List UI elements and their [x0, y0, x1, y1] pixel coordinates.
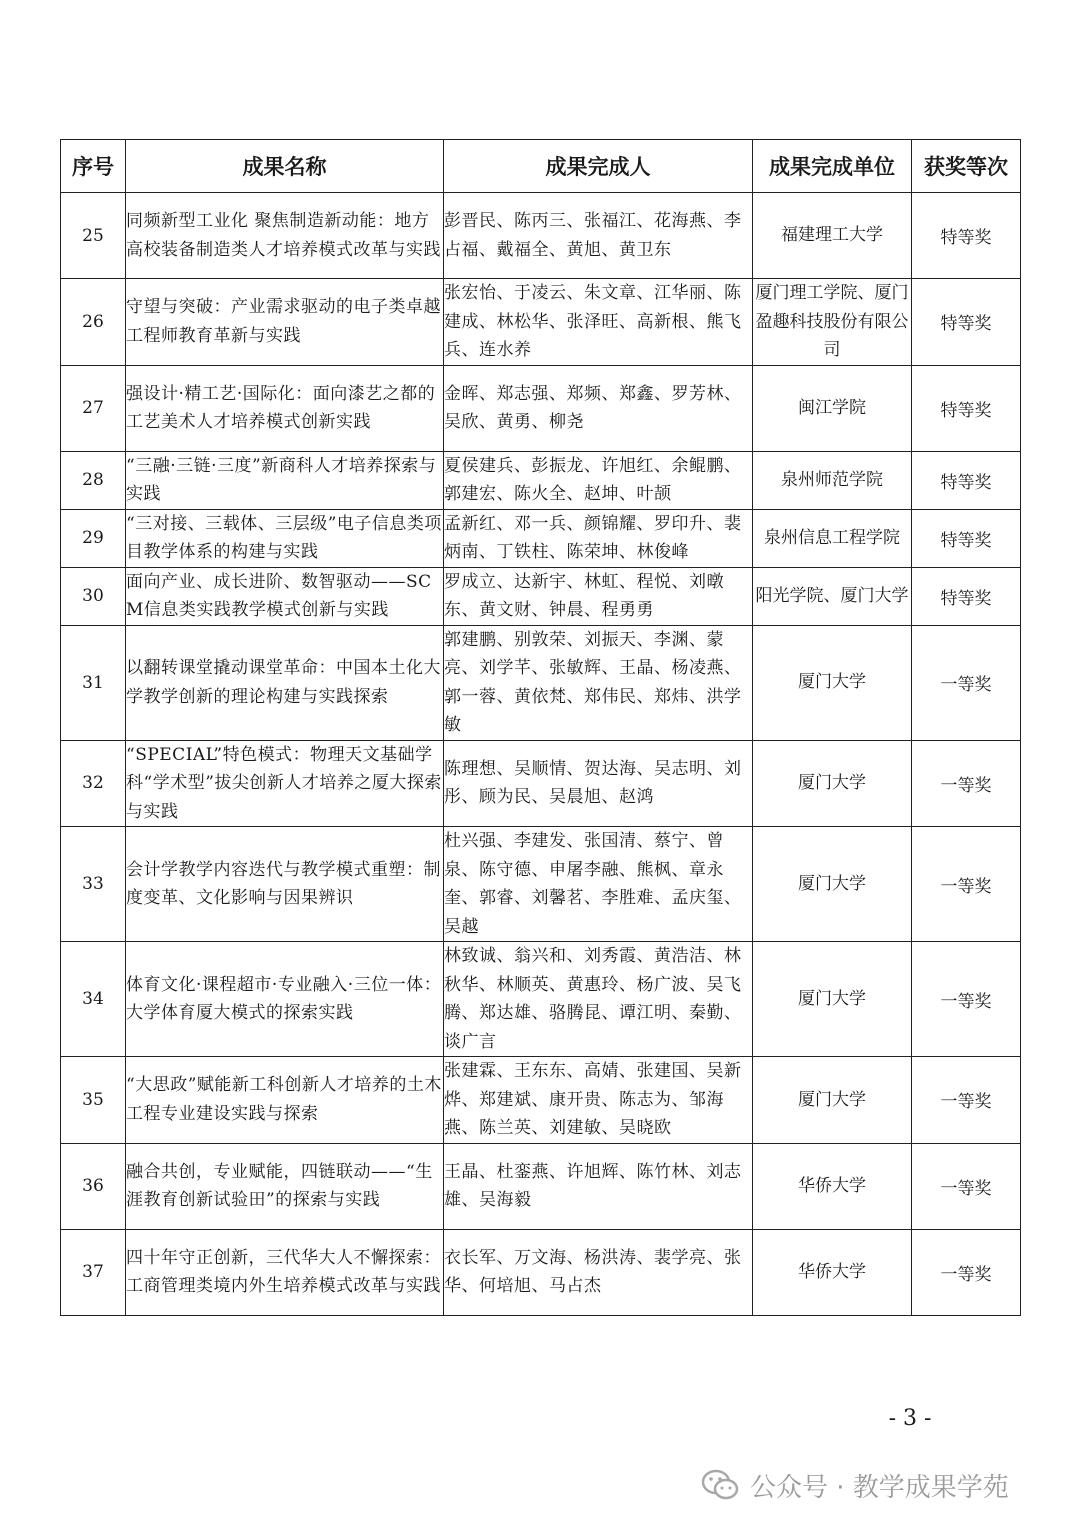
wechat-icon — [700, 1465, 740, 1505]
header-people: 成果完成人 — [444, 140, 753, 193]
achievement-name: “SPECIAL”特色模式：物理天文基础学科“学术型”拔尖创新人才培养之厦大探索与实践 — [126, 740, 444, 827]
header-level: 获奖等次 — [912, 140, 1021, 193]
achievement-unit: 闽江学院 — [753, 365, 912, 451]
achievement-unit: 厦门大学 — [753, 1057, 912, 1144]
table-body — [61, 193, 1021, 1316]
award-level: 特等奖 — [912, 509, 1021, 567]
table-row — [61, 509, 1021, 567]
row-number: 37 — [61, 1229, 126, 1315]
page-number: - 3 - — [888, 1406, 932, 1431]
achievement-name: 会计学教学内容迭代与教学模式重塑：制度变革、文化影响与因果辨识 — [126, 827, 444, 942]
table-row — [61, 193, 1021, 279]
row-number: 31 — [61, 625, 126, 740]
table-row — [61, 451, 1021, 509]
achievement-people: 夏侯建兵、彭振龙、许旭红、余鲲鹏、郭建宏、陈火全、赵坤、叶颉 — [444, 451, 753, 509]
achievement-people: 陈理想、吴顺情、贺达海、吴志明、刘彤、顾为民、吴晨旭、赵鸿 — [444, 740, 753, 827]
row-number: 32 — [61, 740, 126, 827]
achievement-people: 彭晋民、陈丙三、张福江、花海燕、李占福、戴福全、黄旭、黄卫东 — [444, 193, 753, 279]
row-number: 25 — [61, 193, 126, 279]
table-row — [61, 279, 1021, 366]
row-number: 34 — [61, 942, 126, 1057]
row-number: 28 — [61, 451, 126, 509]
achievement-name: 体育文化·课程超市·专业融入·三位一体：大学体育厦大模式的探索实践 — [126, 942, 444, 1057]
award-level: 特等奖 — [912, 567, 1021, 625]
achievement-name: 守望与突破：产业需求驱动的电子类卓越工程师教育革新与实践 — [126, 279, 444, 366]
achievement-unit: 厦门大学 — [753, 942, 912, 1057]
achievement-people: 金晖、郑志强、郑频、郑鑫、罗芳林、吴欣、黄勇、柳尧 — [444, 365, 753, 451]
award-level: 一等奖 — [912, 1229, 1021, 1315]
award-level: 特等奖 — [912, 279, 1021, 366]
achievement-people: 罗成立、达新宇、林虹、程悦、刘暾东、黄文财、钟晨、程勇勇 — [444, 567, 753, 625]
table-row — [61, 625, 1021, 740]
watermark — [700, 1460, 1060, 1510]
table-header-row — [61, 140, 1021, 193]
table-row — [61, 365, 1021, 451]
table-row — [61, 1057, 1021, 1144]
achievement-name: “三对接、三载体、三层级”电子信息类项目教学体系的构建与实践 — [126, 509, 444, 567]
achievement-people: 张宏怡、于凌云、朱文章、江华丽、陈建成、林松华、张泽旺、高新根、熊飞兵、连水养 — [444, 279, 753, 366]
header-unit: 成果完成单位 — [753, 140, 912, 193]
achievement-people: 郭建鹏、别敦荣、刘振天、李渊、蒙亮、刘学芊、张敏辉、王晶、杨凌燕、郭一蓉、黄依梵、郑伟民、郑炜、洪学敏 — [444, 625, 753, 740]
achievement-people: 孟新红、邓一兵、颜锦耀、罗印升、裴炳南、丁铁柱、陈荣坤、林俊峰 — [444, 509, 753, 567]
table-row — [61, 942, 1021, 1057]
achievement-name: “大思政”赋能新工科创新人才培养的土木工程专业建设实践与探索 — [126, 1057, 444, 1144]
achievement-name: 以翻转课堂撬动课堂革命：中国本土化大学教学创新的理论构建与实践探索 — [126, 625, 444, 740]
achievement-name: “三融·三链·三度”新商科人才培养探索与实践 — [126, 451, 444, 509]
achievement-people: 杜兴强、李建发、张国清、蔡宁、曾泉、陈守德、申屠李融、熊枫、章永奎、郭睿、刘馨茗、李胜难、孟庆玺、吴越 — [444, 827, 753, 942]
achievement-people: 衣长军、万文海、杨洪涛、裴学亮、张华、何培旭、马占杰 — [444, 1229, 753, 1315]
award-level: 一等奖 — [912, 1057, 1021, 1144]
achievement-name: 四十年守正创新，三代华大人不懈探索：工商管理类境内外生培养模式改革与实践 — [126, 1229, 444, 1315]
award-level: 一等奖 — [912, 827, 1021, 942]
row-number: 30 — [61, 567, 126, 625]
table-row — [61, 1143, 1021, 1229]
award-level: 一等奖 — [912, 740, 1021, 827]
row-number: 33 — [61, 827, 126, 942]
achievement-name: 融合共创，专业赋能，四链联动——“生涯教育创新试验田”的探索与实践 — [126, 1143, 444, 1229]
header-no: 序号 — [61, 140, 126, 193]
achievement-name: 强设计·精工艺·国际化：面向漆艺之都的工艺美术人才培养模式创新实践 — [126, 365, 444, 451]
row-number: 26 — [61, 279, 126, 366]
award-level: 一等奖 — [912, 625, 1021, 740]
achievement-unit: 厦门大学 — [753, 625, 912, 740]
achievement-unit: 厦门理工学院、厦门盈趣科技股份有限公司 — [753, 279, 912, 366]
achievement-unit: 泉州师范学院 — [753, 451, 912, 509]
achievement-unit: 福建理工大学 — [753, 193, 912, 279]
row-number: 27 — [61, 365, 126, 451]
achievement-unit: 泉州信息工程学院 — [753, 509, 912, 567]
award-level: 一等奖 — [912, 1143, 1021, 1229]
achievement-unit: 华侨大学 — [753, 1229, 912, 1315]
table-row — [61, 827, 1021, 942]
achievement-unit: 华侨大学 — [753, 1143, 912, 1229]
achievement-people: 林致诚、翁兴和、刘秀霞、黄浩洁、林秋华、林顺英、黄惠玲、杨广波、吴飞腾、郑达雄、骆腾昆、谭江明、秦勤、谈广言 — [444, 942, 753, 1057]
award-level: 特等奖 — [912, 365, 1021, 451]
row-number: 36 — [61, 1143, 126, 1229]
achievement-people: 张建霖、王东东、高婧、张建国、吴新烨、郑建斌、康开贵、陈志为、邹海燕、陈兰英、刘建敏、吴晓欧 — [444, 1057, 753, 1144]
award-level: 特等奖 — [912, 451, 1021, 509]
achievement-name: 同频新型工业化 聚焦制造新动能：地方高校装备制造类人才培养模式改革与实践 — [126, 193, 444, 279]
table-row — [61, 1229, 1021, 1315]
award-level: 特等奖 — [912, 193, 1021, 279]
table-row — [61, 740, 1021, 827]
header-name: 成果名称 — [126, 140, 444, 193]
table-row — [61, 567, 1021, 625]
achievement-unit: 厦门大学 — [753, 740, 912, 827]
award-table — [60, 139, 1021, 1316]
achievement-unit: 阳光学院、厦门大学 — [753, 567, 912, 625]
achievement-people: 王晶、杜銮燕、许旭辉、陈竹林、刘志雄、吴海毅 — [444, 1143, 753, 1229]
achievement-name: 面向产业、成长进阶、数智驱动——SCM信息类实践教学模式创新与实践 — [126, 567, 444, 625]
row-number: 29 — [61, 509, 126, 567]
achievement-unit: 厦门大学 — [753, 827, 912, 942]
row-number: 35 — [61, 1057, 126, 1144]
award-level: 一等奖 — [912, 942, 1021, 1057]
watermark-text: 公众号 · 教学成果学苑 — [750, 1472, 1009, 1503]
